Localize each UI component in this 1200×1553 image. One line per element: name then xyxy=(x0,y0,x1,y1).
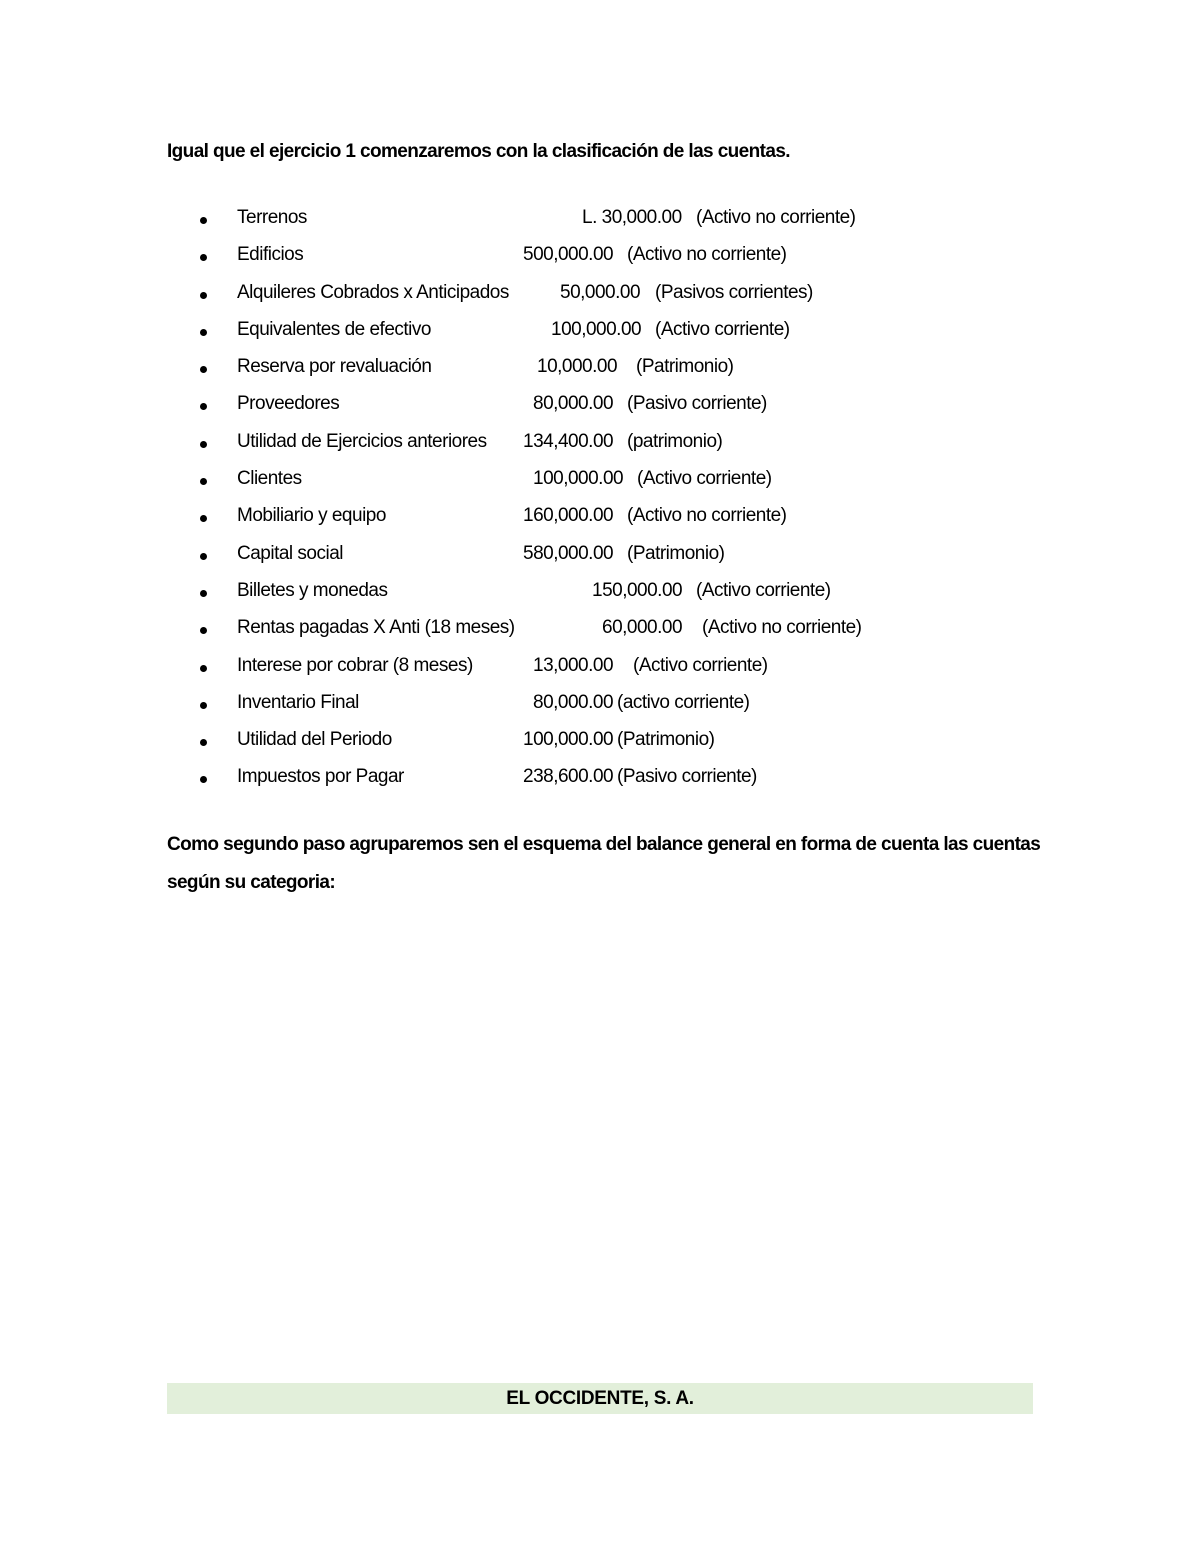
list-item xyxy=(167,207,1067,244)
account-name: Proveedores xyxy=(237,393,340,415)
bullet-icon xyxy=(200,739,207,746)
list-item xyxy=(167,729,1067,766)
account-amount: 10,000.00 xyxy=(537,356,618,378)
account-amount: 13,000.00 xyxy=(533,654,614,676)
account-name: Edificios xyxy=(237,244,304,266)
company-title-bar xyxy=(167,1383,1033,1414)
bullet-icon xyxy=(200,590,207,597)
account-category: (Activo corriente) xyxy=(655,318,790,340)
accounts-list xyxy=(167,207,1067,804)
list-item xyxy=(167,319,1067,356)
account-category: (Activo no corriente) xyxy=(627,505,787,527)
account-category: (Pasivo corriente) xyxy=(627,393,767,415)
account-amount: 580,000.00 xyxy=(523,542,614,564)
bullet-icon xyxy=(200,441,207,448)
account-amount: 500,000.00 xyxy=(523,244,614,266)
account-category: (activo corriente) xyxy=(617,691,750,713)
account-name: Equivalentes de efectivo xyxy=(237,318,431,340)
list-item xyxy=(167,282,1067,319)
account-amount: 100,000.00 xyxy=(551,318,642,340)
list-item xyxy=(167,766,1067,803)
bullet-icon xyxy=(200,329,207,336)
account-amount: 160,000.00 xyxy=(523,505,614,527)
account-name: Inventario Final xyxy=(237,691,359,713)
bullet-icon xyxy=(200,366,207,373)
intro-paragraph: Igual que el ejercicio 1 comenzaremos con la clasificación de las cuentas. xyxy=(167,141,790,162)
account-name: Utilidad del Periodo xyxy=(237,729,392,751)
account-category: (Patrimonio) xyxy=(627,542,725,564)
account-amount: 80,000.00 xyxy=(533,691,614,713)
account-name: Alquileres Cobrados x Anticipados xyxy=(237,281,509,303)
list-item xyxy=(167,468,1067,505)
list-item xyxy=(167,617,1067,654)
account-name: Reserva por revaluación xyxy=(237,356,432,378)
account-category: (Activo corriente) xyxy=(637,468,772,490)
bullet-icon xyxy=(200,217,207,224)
bullet-icon xyxy=(200,292,207,299)
list-item xyxy=(167,393,1067,430)
list-item xyxy=(167,543,1067,580)
account-name: Rentas pagadas X Anti (18 meses) xyxy=(237,617,515,639)
list-item xyxy=(167,244,1067,281)
account-amount: 100,000.00 xyxy=(533,468,624,490)
account-amount: 60,000.00 xyxy=(602,617,683,639)
list-item xyxy=(167,692,1067,729)
list-item xyxy=(167,580,1067,617)
account-name: Impuestos por Pagar xyxy=(237,766,404,788)
bullet-icon xyxy=(200,665,207,672)
bullet-icon xyxy=(200,553,207,560)
account-name: Terrenos xyxy=(237,207,307,228)
account-amount: 150,000.00 xyxy=(592,579,683,601)
account-category: (Pasivo corriente) xyxy=(617,766,757,788)
bullet-icon xyxy=(200,478,207,485)
list-item xyxy=(167,655,1067,692)
account-category: (Activo no corriente) xyxy=(702,617,862,639)
second-step-paragraph: Como segundo paso agruparemos sen el esquema del balance general en forma de cuenta las cuentas según su categoria: xyxy=(167,834,1041,893)
list-item xyxy=(167,431,1067,468)
account-category: (Patrimonio) xyxy=(636,356,734,378)
account-name: Interese por cobrar (8 meses) xyxy=(237,654,473,676)
bullet-icon xyxy=(200,515,207,522)
list-item xyxy=(167,505,1067,542)
account-category: (Activo no corriente) xyxy=(627,244,787,266)
account-category: (Activo corriente) xyxy=(696,579,831,601)
account-amount: 100,000.00 xyxy=(523,729,614,751)
account-category: (Pasivos corrientes) xyxy=(655,281,813,303)
account-amount: 238,600.00 xyxy=(523,766,614,788)
account-category: (Activo no corriente) xyxy=(696,207,856,228)
bullet-icon xyxy=(200,254,207,261)
bullet-icon xyxy=(200,403,207,410)
account-category: (Activo corriente) xyxy=(633,654,768,676)
account-name: Billetes y monedas xyxy=(237,579,388,601)
account-amount: 50,000.00 xyxy=(560,281,641,303)
list-item xyxy=(167,356,1067,393)
account-category: (Patrimonio) xyxy=(617,729,715,751)
bullet-icon xyxy=(200,702,207,709)
account-amount: L. 30,000.00 xyxy=(582,207,682,228)
account-amount: 80,000.00 xyxy=(533,393,614,415)
account-name: Clientes xyxy=(237,468,302,490)
account-amount: 134,400.00 xyxy=(523,430,614,452)
bullet-icon xyxy=(200,776,207,783)
account-name: Mobiliario y equipo xyxy=(237,505,386,527)
account-name: Capital social xyxy=(237,542,343,564)
bullet-icon xyxy=(200,627,207,634)
account-name: Utilidad de Ejercicios anteriores xyxy=(237,430,487,452)
account-category: (patrimonio) xyxy=(627,430,723,452)
company-title: EL OCCIDENTE, S. A. xyxy=(506,1388,694,1409)
